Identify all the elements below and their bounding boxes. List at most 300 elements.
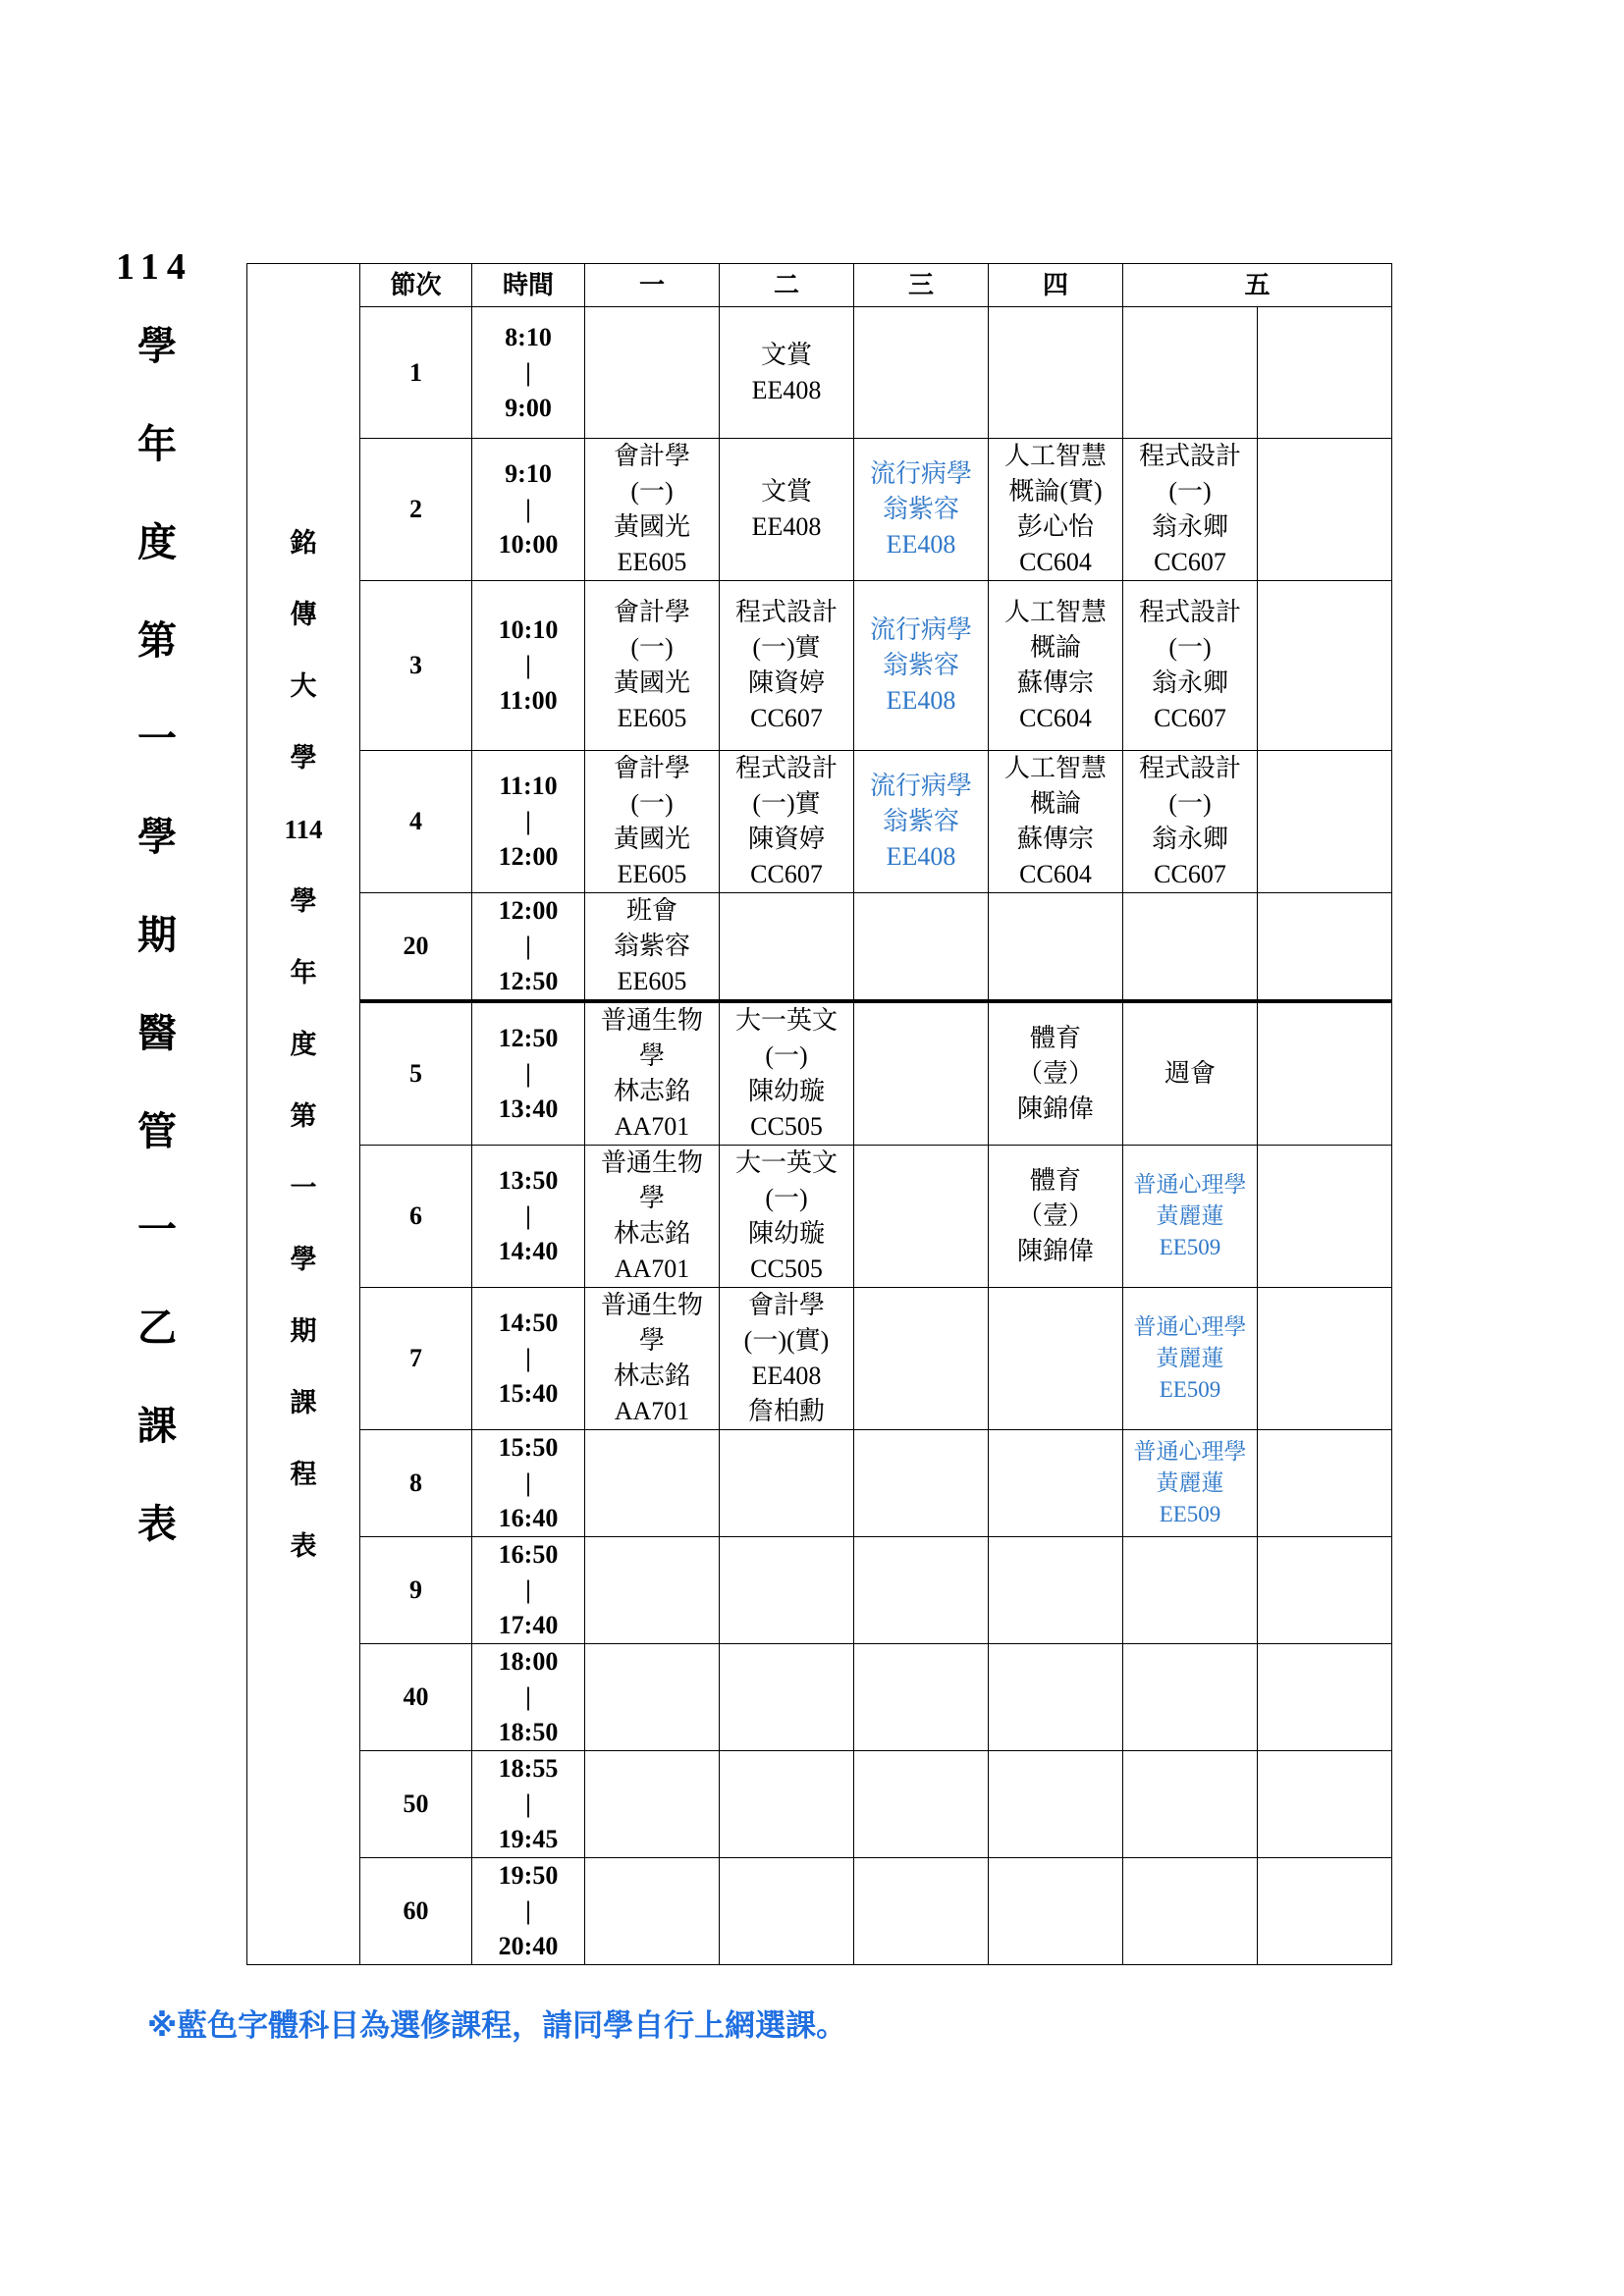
course-cell-fri bbox=[1123, 307, 1258, 439]
time-start: 8:10 bbox=[505, 322, 552, 351]
time-start: 14:50 bbox=[498, 1308, 559, 1337]
time-separator: | bbox=[525, 1575, 531, 1604]
course-cell-fri bbox=[1123, 581, 1258, 751]
course-line: 黃麗蓮 bbox=[1156, 1470, 1224, 1495]
period-cell: 2 bbox=[360, 439, 472, 581]
time-end: 11:00 bbox=[499, 686, 558, 715]
course-line: （壹） bbox=[1016, 1059, 1094, 1088]
side-title-char: 大 bbox=[290, 671, 317, 701]
period-row bbox=[247, 1858, 1392, 1965]
extra-cell bbox=[1258, 1858, 1392, 1965]
course-line: 流行病學 bbox=[869, 772, 972, 800]
course-line: 文賞 bbox=[760, 340, 812, 369]
time-start: 11:10 bbox=[499, 772, 558, 800]
side-title-char: 傳 bbox=[290, 600, 317, 629]
column-header: 二 bbox=[720, 264, 854, 307]
course-line: 體育 bbox=[1029, 1166, 1081, 1195]
time-cell bbox=[472, 1288, 585, 1430]
course-cell-thu bbox=[989, 1430, 1123, 1537]
course-line: 翁永卿 bbox=[1151, 668, 1228, 697]
course-line: 陳錦偉 bbox=[1016, 1095, 1094, 1123]
course-line: 翁永卿 bbox=[1151, 825, 1228, 853]
course-cell-wed bbox=[854, 581, 989, 751]
time-end: 15:40 bbox=[498, 1379, 559, 1408]
course-line: 流行病學 bbox=[869, 615, 972, 644]
course-line: 概論 bbox=[1029, 789, 1081, 818]
elective-note: ※藍色字體科目為選修課程，請同學自行上網選課。 bbox=[147, 2008, 847, 2044]
course-cell-wed bbox=[854, 751, 989, 893]
time-end: 17:40 bbox=[498, 1611, 559, 1639]
course-cell-mon bbox=[585, 1430, 720, 1537]
extra-cell bbox=[1258, 1537, 1392, 1644]
period-cell: 7 bbox=[360, 1288, 472, 1430]
course-cell-thu bbox=[989, 1644, 1123, 1751]
time-start: 12:00 bbox=[498, 896, 559, 925]
side-title-char: 學 bbox=[290, 1245, 317, 1274]
course-cell-fri bbox=[1123, 751, 1258, 893]
period-row bbox=[247, 1537, 1392, 1644]
course-line: 翁紫容 bbox=[882, 495, 959, 523]
course-cell-tue bbox=[720, 1858, 854, 1965]
period-row bbox=[247, 1288, 1392, 1430]
course-line: 普通生物 bbox=[600, 1006, 703, 1035]
time-separator: | bbox=[525, 807, 531, 835]
course-line: (一) bbox=[1168, 789, 1212, 818]
course-line: EE509 bbox=[1159, 1502, 1221, 1526]
course-line: 人工智慧 bbox=[1003, 442, 1107, 470]
course-line: EE408 bbox=[886, 686, 956, 715]
time-separator: | bbox=[525, 1344, 531, 1372]
course-line: 會計學 bbox=[613, 754, 690, 782]
time-separator: | bbox=[525, 1789, 531, 1818]
time-start: 18:00 bbox=[498, 1647, 559, 1676]
period-row bbox=[247, 751, 1392, 893]
course-line: EE408 bbox=[751, 1362, 822, 1390]
course-cell-wed bbox=[854, 1001, 989, 1146]
course-line: 陳資婷 bbox=[747, 668, 825, 697]
course-line: EE408 bbox=[751, 512, 822, 541]
course-line: (一) bbox=[630, 789, 674, 818]
period-row bbox=[247, 307, 1392, 439]
extra-cell bbox=[1258, 1751, 1392, 1858]
course-line: 流行病學 bbox=[869, 459, 972, 488]
extra-cell bbox=[1258, 1644, 1392, 1751]
course-cell-fri bbox=[1123, 1001, 1258, 1146]
schedule-table bbox=[246, 263, 1392, 1965]
side-title-char: 度 bbox=[290, 1030, 317, 1059]
time-cell bbox=[472, 1146, 585, 1288]
document-title bbox=[116, 245, 214, 1547]
course-cell-fri bbox=[1123, 893, 1258, 1002]
course-cell-fri bbox=[1123, 1146, 1258, 1288]
course-cell-wed bbox=[854, 893, 989, 1002]
course-cell-tue bbox=[720, 751, 854, 893]
period-row bbox=[247, 1146, 1392, 1288]
extra-cell bbox=[1258, 893, 1392, 1002]
course-cell-wed bbox=[854, 1858, 989, 1965]
period-row bbox=[247, 439, 1392, 581]
period-cell: 4 bbox=[360, 751, 472, 893]
course-cell-thu bbox=[989, 1751, 1123, 1858]
time-separator: | bbox=[525, 357, 531, 387]
course-cell-tue bbox=[720, 893, 854, 1002]
title-vertical-text bbox=[137, 322, 177, 1598]
side-title-char: 第 bbox=[290, 1101, 317, 1131]
time-start: 15:50 bbox=[498, 1433, 559, 1462]
course-cell-thu bbox=[989, 1288, 1123, 1430]
course-line: EE509 bbox=[1159, 1377, 1221, 1402]
time-end: 20:40 bbox=[498, 1932, 559, 1960]
course-line: 人工智慧 bbox=[1003, 754, 1107, 782]
course-line: 蘇傳宗 bbox=[1016, 668, 1094, 697]
time-separator: | bbox=[525, 932, 531, 960]
time-end: 13:40 bbox=[498, 1095, 559, 1123]
course-cell-fri bbox=[1123, 439, 1258, 581]
time-cell bbox=[472, 1537, 585, 1644]
course-line: 黃國光 bbox=[613, 825, 690, 853]
time-end: 18:50 bbox=[498, 1718, 559, 1746]
period-cell: 8 bbox=[360, 1430, 472, 1537]
course-line: 程式設計 bbox=[1138, 598, 1241, 626]
course-line: 學 bbox=[638, 1184, 665, 1212]
course-line: AA701 bbox=[614, 1397, 690, 1425]
course-cell-mon bbox=[585, 439, 720, 581]
course-cell-tue bbox=[720, 439, 854, 581]
course-line: 普通心理學 bbox=[1133, 1314, 1247, 1339]
time-separator: | bbox=[525, 1201, 531, 1230]
course-cell-mon bbox=[585, 893, 720, 1002]
time-separator: | bbox=[525, 1059, 531, 1088]
course-cell-wed bbox=[854, 1430, 989, 1537]
course-line: 文賞 bbox=[760, 477, 812, 506]
extra-cell bbox=[1258, 1001, 1392, 1146]
course-line: 會計學 bbox=[747, 1291, 825, 1319]
column-header: 三 bbox=[854, 264, 989, 307]
course-line: 林志銘 bbox=[613, 1077, 690, 1105]
course-line: EE408 bbox=[751, 375, 822, 404]
title-char: 課 bbox=[137, 1403, 177, 1449]
course-line: 會計學 bbox=[613, 442, 690, 470]
course-line: 大一英文 bbox=[734, 1006, 838, 1035]
course-line: CC607 bbox=[750, 704, 823, 732]
course-cell-tue bbox=[720, 1146, 854, 1288]
period-cell: 20 bbox=[360, 893, 472, 1002]
title-year: 114 bbox=[116, 246, 193, 288]
course-line: (一) bbox=[1168, 477, 1212, 506]
course-line: CC604 bbox=[1019, 704, 1092, 732]
course-line: 學 bbox=[638, 1326, 665, 1355]
course-cell-fri bbox=[1123, 1430, 1258, 1537]
column-header: 一 bbox=[585, 264, 720, 307]
course-line: 蘇傳宗 bbox=[1016, 825, 1094, 853]
course-line: 黃麗蓮 bbox=[1156, 1346, 1224, 1370]
extra-cell bbox=[1258, 751, 1392, 893]
title-char: 一 bbox=[137, 716, 177, 762]
course-cell-tue bbox=[720, 1644, 854, 1751]
course-line: (一) bbox=[630, 477, 674, 506]
time-separator: | bbox=[525, 1682, 531, 1711]
period-cell: 1 bbox=[360, 307, 472, 439]
course-cell-mon bbox=[585, 581, 720, 751]
time-start: 12:50 bbox=[498, 1024, 559, 1052]
course-cell-wed bbox=[854, 439, 989, 581]
side-title-char: 年 bbox=[290, 958, 317, 988]
course-line: 林志銘 bbox=[613, 1362, 690, 1390]
title-char: 年 bbox=[137, 421, 177, 467]
course-cell-wed bbox=[854, 1288, 989, 1430]
column-header: 時間 bbox=[472, 264, 585, 307]
course-cell-fri bbox=[1123, 1751, 1258, 1858]
time-end: 16:40 bbox=[498, 1504, 559, 1532]
course-line: 黃國光 bbox=[613, 668, 690, 697]
side-title-char: 表 bbox=[290, 1531, 317, 1561]
course-cell-fri bbox=[1123, 1858, 1258, 1965]
course-line: 普通生物 bbox=[600, 1148, 703, 1177]
course-line: 翁紫容 bbox=[613, 932, 690, 960]
title-char: 乙 bbox=[137, 1305, 177, 1351]
extra-cell bbox=[1258, 1288, 1392, 1430]
title-char: 學 bbox=[137, 814, 177, 860]
course-line: EE408 bbox=[886, 530, 956, 559]
period-cell: 50 bbox=[360, 1751, 472, 1858]
course-cell-thu bbox=[989, 893, 1123, 1002]
course-line: 會計學 bbox=[613, 598, 690, 626]
column-header: 節次 bbox=[360, 264, 472, 307]
title-char: 表 bbox=[137, 1501, 177, 1547]
course-line: 普通心理學 bbox=[1133, 1172, 1247, 1197]
course-line: (一) bbox=[630, 633, 674, 662]
course-line: EE605 bbox=[617, 967, 687, 995]
course-line: CC604 bbox=[1019, 860, 1092, 888]
title-char: 度 bbox=[137, 519, 177, 565]
course-line: 人工智慧 bbox=[1003, 598, 1107, 626]
course-line: 普通生物 bbox=[600, 1291, 703, 1319]
side-title bbox=[247, 264, 360, 1965]
course-line: CC607 bbox=[1154, 704, 1226, 732]
course-line: 學 bbox=[638, 1041, 665, 1070]
period-row bbox=[247, 1751, 1392, 1858]
course-line: AA701 bbox=[614, 1255, 690, 1283]
period-row bbox=[247, 893, 1392, 1002]
course-line: 黃國光 bbox=[613, 512, 690, 541]
course-line: (一) bbox=[765, 1041, 808, 1070]
course-cell-fri bbox=[1123, 1644, 1258, 1751]
course-cell-tue bbox=[720, 307, 854, 439]
period-cell: 3 bbox=[360, 581, 472, 751]
course-cell-mon bbox=[585, 1146, 720, 1288]
course-cell-mon bbox=[585, 1751, 720, 1858]
course-line: 體育 bbox=[1029, 1024, 1081, 1052]
course-line: 翁永卿 bbox=[1151, 512, 1228, 541]
period-row bbox=[247, 1001, 1392, 1146]
course-cell-mon bbox=[585, 751, 720, 893]
course-line: CC607 bbox=[1154, 548, 1226, 576]
course-line: （壹） bbox=[1016, 1201, 1094, 1230]
time-cell bbox=[472, 1858, 585, 1965]
course-line: 陳資婷 bbox=[747, 825, 825, 853]
column-header: 五 bbox=[1123, 264, 1392, 307]
time-cell bbox=[472, 439, 585, 581]
title-char: 期 bbox=[137, 912, 177, 958]
course-line: 黃麗蓮 bbox=[1156, 1203, 1224, 1228]
course-cell-mon bbox=[585, 1537, 720, 1644]
course-cell-tue bbox=[720, 1288, 854, 1430]
time-start: 18:55 bbox=[498, 1754, 559, 1783]
side-title-char: 銘 bbox=[290, 528, 317, 558]
extra-cell bbox=[1258, 1430, 1392, 1537]
time-separator: | bbox=[525, 495, 531, 523]
course-line: 翁紫容 bbox=[882, 807, 959, 835]
time-cell bbox=[472, 1430, 585, 1537]
course-line: 普通心理學 bbox=[1133, 1439, 1247, 1464]
side-title-char: 學 bbox=[290, 886, 317, 916]
course-cell-tue bbox=[720, 581, 854, 751]
course-line: 概論(實) bbox=[1008, 477, 1103, 506]
course-cell-mon bbox=[585, 1858, 720, 1965]
course-cell-thu bbox=[989, 1146, 1123, 1288]
course-line: 概論 bbox=[1029, 633, 1081, 662]
course-cell-wed bbox=[854, 1644, 989, 1751]
time-separator: | bbox=[525, 651, 531, 679]
course-cell-fri bbox=[1123, 1537, 1258, 1644]
time-cell bbox=[472, 307, 585, 439]
course-line: EE605 bbox=[617, 704, 687, 732]
course-cell-thu bbox=[989, 307, 1123, 439]
course-cell-tue bbox=[720, 1751, 854, 1858]
course-line: 翁紫容 bbox=[882, 651, 959, 679]
course-line: 程式設計 bbox=[1138, 754, 1241, 782]
course-line: 程式設計 bbox=[1138, 442, 1241, 470]
course-line: CC607 bbox=[1154, 860, 1226, 888]
time-separator: | bbox=[525, 1896, 531, 1925]
side-title-char: 課 bbox=[290, 1388, 317, 1417]
period-row bbox=[247, 1644, 1392, 1751]
extra-cell bbox=[1258, 1146, 1392, 1288]
side-title-text bbox=[247, 264, 359, 1600]
course-line: 週會 bbox=[1164, 1059, 1216, 1088]
time-start: 13:50 bbox=[498, 1166, 559, 1195]
course-cell-tue bbox=[720, 1430, 854, 1537]
time-cell bbox=[472, 1001, 585, 1146]
course-line: AA701 bbox=[614, 1112, 690, 1141]
course-line: 陳幼璇 bbox=[747, 1077, 825, 1105]
course-cell-wed bbox=[854, 1146, 989, 1288]
course-line: (一)實 bbox=[752, 789, 821, 818]
period-row bbox=[247, 581, 1392, 751]
course-cell-thu bbox=[989, 1001, 1123, 1146]
course-cell-thu bbox=[989, 581, 1123, 751]
time-cell bbox=[472, 893, 585, 1002]
time-end: 12:50 bbox=[498, 967, 559, 995]
period-cell: 60 bbox=[360, 1858, 472, 1965]
course-cell-thu bbox=[989, 1858, 1123, 1965]
course-cell-mon bbox=[585, 1288, 720, 1430]
side-title-char: 學 bbox=[290, 743, 317, 773]
title-char: 學 bbox=[137, 323, 177, 369]
title-char: 管 bbox=[137, 1108, 177, 1154]
period-cell: 9 bbox=[360, 1537, 472, 1644]
side-title-char: 114 bbox=[284, 815, 323, 844]
time-cell bbox=[472, 1644, 585, 1751]
course-line: 林志銘 bbox=[613, 1219, 690, 1248]
extra-cell bbox=[1258, 307, 1392, 439]
period-row bbox=[247, 1430, 1392, 1537]
time-start: 10:10 bbox=[498, 615, 559, 644]
time-cell bbox=[472, 751, 585, 893]
course-line: 陳幼璇 bbox=[747, 1219, 825, 1248]
time-cell bbox=[472, 1751, 585, 1858]
time-end: 10:00 bbox=[498, 530, 559, 559]
time-cell bbox=[472, 581, 585, 751]
course-line: 程式設計 bbox=[734, 754, 838, 782]
period-cell: 40 bbox=[360, 1644, 472, 1751]
title-char: 一 bbox=[137, 1206, 177, 1253]
course-cell-wed bbox=[854, 1537, 989, 1644]
period-cell: 6 bbox=[360, 1146, 472, 1288]
course-cell-tue bbox=[720, 1001, 854, 1146]
course-line: CC505 bbox=[750, 1255, 823, 1283]
schedule-body bbox=[247, 264, 1392, 1965]
course-line: (一) bbox=[765, 1184, 808, 1212]
side-title-char: 程 bbox=[290, 1460, 317, 1489]
course-line: CC607 bbox=[750, 860, 823, 888]
course-line: EE605 bbox=[617, 548, 687, 576]
course-cell-wed bbox=[854, 307, 989, 439]
course-line: CC604 bbox=[1019, 548, 1092, 576]
side-title-char: 期 bbox=[290, 1316, 317, 1346]
time-start: 16:50 bbox=[498, 1540, 559, 1569]
course-line: EE408 bbox=[886, 842, 956, 871]
extra-cell bbox=[1258, 581, 1392, 751]
side-title-char: 一 bbox=[290, 1173, 317, 1202]
time-separator: | bbox=[525, 1468, 531, 1497]
course-line: 彭心怡 bbox=[1016, 512, 1094, 541]
course-cell-wed bbox=[854, 1751, 989, 1858]
course-cell-thu bbox=[989, 439, 1123, 581]
course-line: 詹柏勳 bbox=[747, 1397, 825, 1425]
course-line: 陳錦偉 bbox=[1016, 1237, 1094, 1265]
course-cell-thu bbox=[989, 1537, 1123, 1644]
course-line: 程式設計 bbox=[734, 598, 838, 626]
course-cell-fri bbox=[1123, 1288, 1258, 1430]
time-start: 9:10 bbox=[505, 459, 552, 488]
course-cell-tue bbox=[720, 1537, 854, 1644]
extra-cell bbox=[1258, 439, 1392, 581]
time-end: 9:00 bbox=[505, 393, 552, 422]
title-char: 醫 bbox=[137, 1010, 177, 1056]
course-line: EE509 bbox=[1159, 1235, 1221, 1259]
title-char: 第 bbox=[137, 617, 177, 664]
course-line: CC505 bbox=[750, 1112, 823, 1141]
course-line: (一)(實) bbox=[743, 1326, 830, 1355]
course-cell-thu bbox=[989, 751, 1123, 893]
course-line: (一)實 bbox=[752, 633, 821, 662]
course-line: 大一英文 bbox=[734, 1148, 838, 1177]
time-start: 19:50 bbox=[498, 1861, 559, 1890]
time-end: 14:40 bbox=[498, 1237, 559, 1265]
time-end: 12:00 bbox=[498, 842, 559, 871]
column-header: 四 bbox=[989, 264, 1123, 307]
header-row bbox=[247, 264, 1392, 307]
course-line: (一) bbox=[1168, 633, 1212, 662]
time-end: 19:45 bbox=[498, 1825, 559, 1853]
course-line: EE605 bbox=[617, 860, 687, 888]
course-cell-mon bbox=[585, 1001, 720, 1146]
course-line: 班會 bbox=[625, 896, 677, 925]
course-cell-mon bbox=[585, 307, 720, 439]
course-cell-mon bbox=[585, 1644, 720, 1751]
period-cell: 5 bbox=[360, 1001, 472, 1146]
